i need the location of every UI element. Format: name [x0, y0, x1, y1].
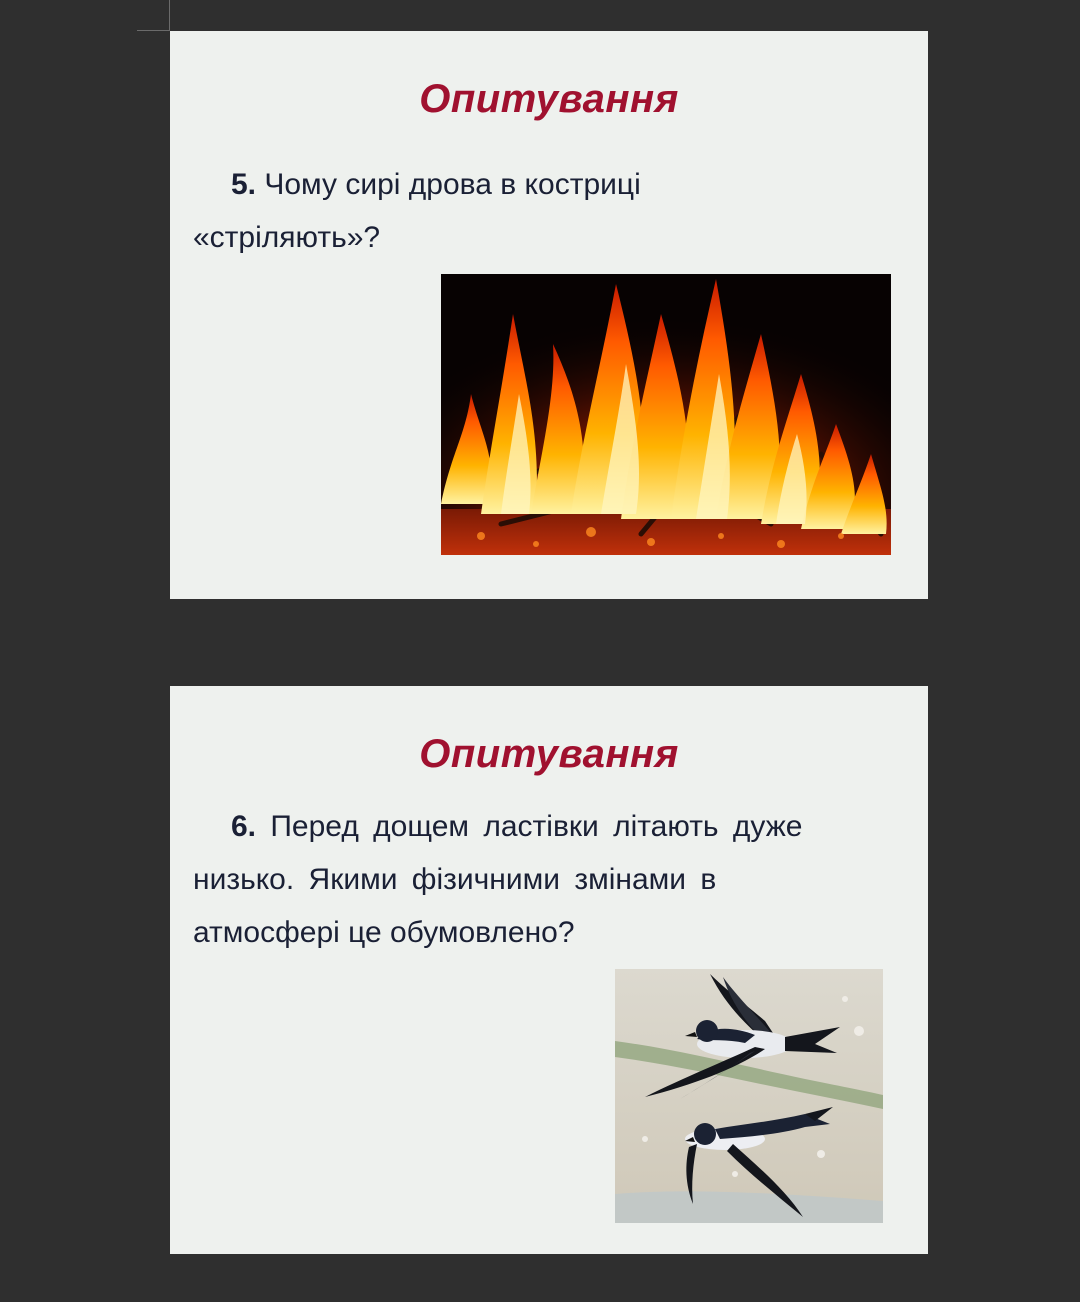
question-line: 5. Чому сирі дрова в костриці — [231, 168, 641, 201]
question-text — [193, 800, 803, 959]
question-line: атмосфері це обумовлено? — [193, 916, 575, 949]
question-number: 5. — [231, 168, 257, 201]
campfire-photo — [441, 274, 891, 555]
page-corner-mark-vertical — [169, 0, 170, 31]
question-line: низько. Якими фізичними змінами в — [193, 863, 717, 896]
question-text — [193, 158, 641, 264]
question-line: «стріляють»? — [193, 221, 381, 254]
slide-title: Опитування — [419, 732, 679, 776]
slide-title: Опитування — [419, 77, 679, 121]
slide-6 — [170, 686, 928, 1254]
question-line: 6. Перед дощем ластівки літають дуже — [231, 810, 803, 843]
question-number: 6. — [231, 810, 257, 843]
slide-5 — [170, 31, 928, 599]
swallows-photo — [615, 969, 883, 1223]
page-corner-mark-horizontal — [137, 30, 170, 31]
